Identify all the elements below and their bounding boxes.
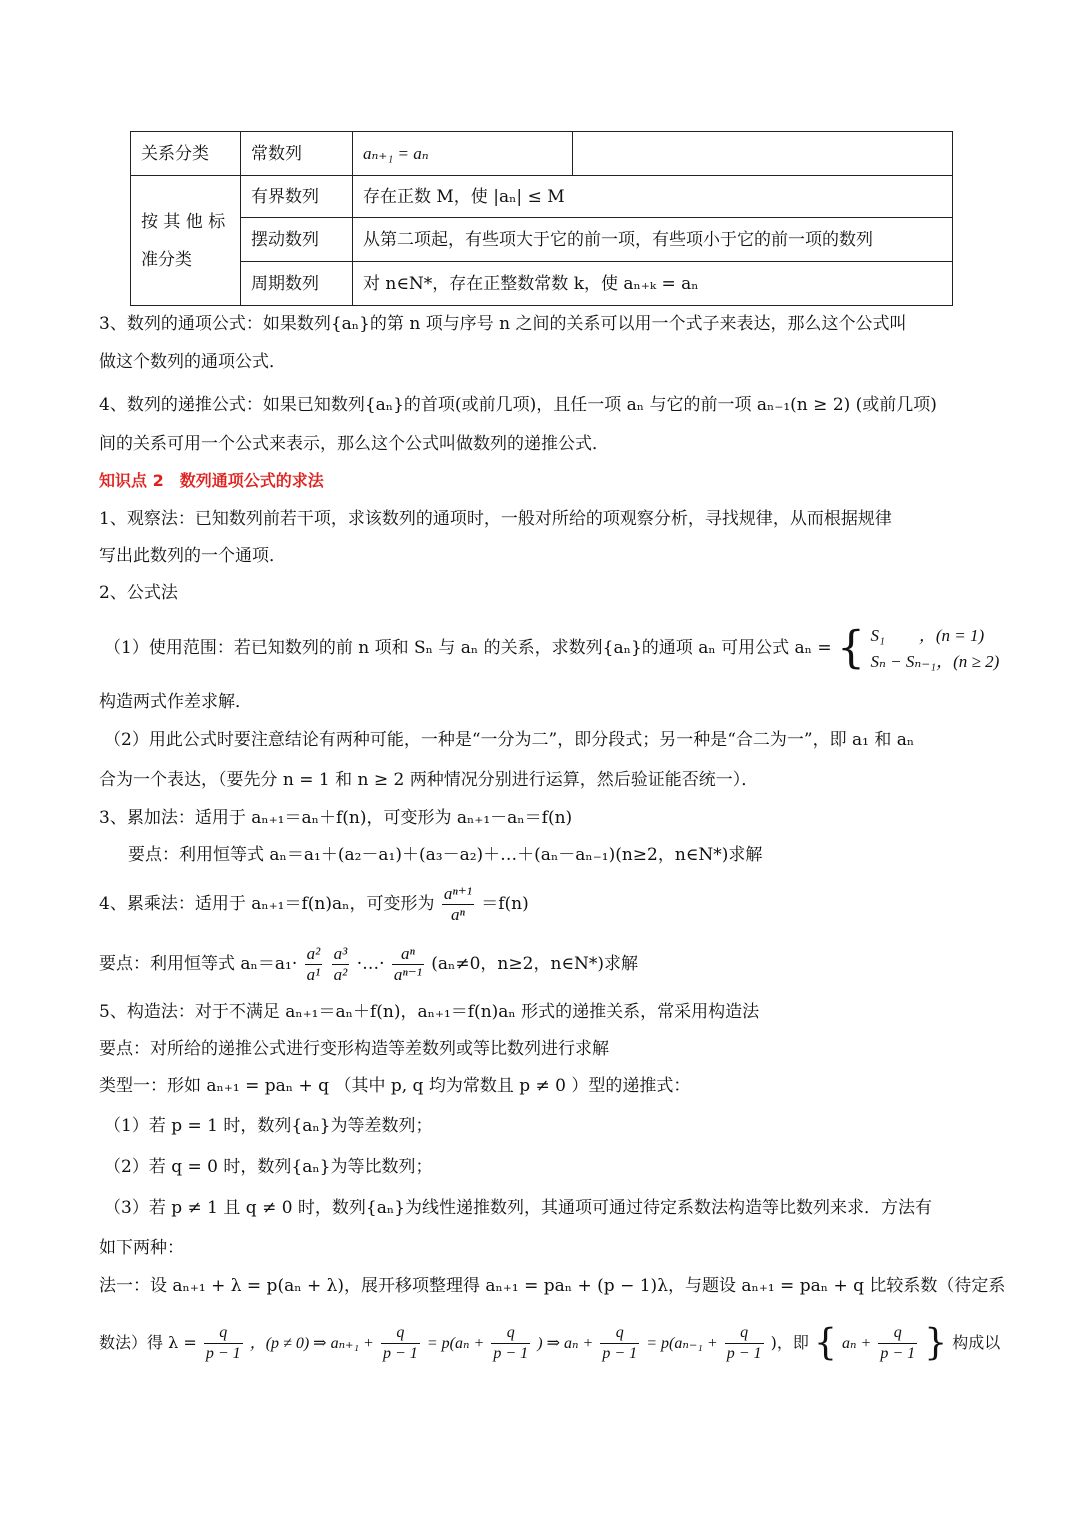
- text: 要点：利用恒等式 aₙ＝a₁·: [99, 954, 298, 974]
- paragraph: 3、数列的通项公式：如果数列{aₙ}的第 n 项与序号 n 之间的关系可以用一个式子来表达，那么这个公式叫: [99, 314, 907, 334]
- fraction: [878, 1323, 917, 1364]
- right-brace: }: [924, 1322, 948, 1364]
- text: 构成以: [952, 1333, 1001, 1352]
- paragraph: 做这个数列的通项公式．: [99, 352, 286, 372]
- fraction: [305, 944, 323, 985]
- table-cell: 存在正数 M，使 |aₙ| ≤ M: [353, 176, 953, 218]
- left-brace: {: [837, 622, 866, 674]
- denominator: a¹: [306, 965, 321, 984]
- table-row: [131, 262, 953, 306]
- table-cell: [573, 132, 953, 176]
- text: （1）使用范围：若已知数列的前 n 项和 Sₙ 与 aₙ 的关系，求数列{aₙ}的通项 aₙ 可用公式 aₙ =: [104, 638, 832, 658]
- text: 4、累乘法：适用于 aₙ₊₁＝f(n)aₙ，可变形为: [99, 894, 435, 914]
- paragraph: 2、公式法: [99, 583, 178, 603]
- text: ＝f(n): [481, 894, 529, 914]
- table-row: [131, 218, 953, 262]
- denominator: p − 1: [205, 1345, 241, 1362]
- table-cell: 有界数列: [241, 176, 353, 218]
- fraction: [332, 944, 350, 985]
- paragraph: （2）若 q = 0 时，数列{aₙ}为等比数列；: [104, 1157, 433, 1177]
- fraction: [725, 1323, 764, 1364]
- table-cell: 摆动数列: [241, 218, 353, 262]
- paragraph: 1、观察法：已知数列前若干项，求该数列的通项时，一般对所给的项观察分析，寻找规律，从而根据规律: [99, 509, 892, 529]
- table-cell: aₙ₊₁ = aₙ: [353, 132, 573, 176]
- denominator: aⁿ⁻¹: [393, 965, 422, 984]
- table-cell: 周期数列: [241, 262, 353, 306]
- numerator: a²: [306, 944, 321, 963]
- paragraph: （2）用此公式时要注意结论有两种可能，一种是“一分为二”，即分段式；另一种是“合二为一”，即 a₁ 和 aₙ: [104, 730, 915, 750]
- case: Sₙ − Sₙ₋₁，(n ≥ 2): [870, 651, 1000, 671]
- paragraph: 3、累加法：适用于 aₙ₊₁＝aₙ＋f(n)，可变形为 aₙ₊₁－aₙ＝f(n): [99, 808, 573, 828]
- numerator: a³: [333, 944, 348, 963]
- text: = p(aₙ₋₁ +: [646, 1335, 718, 1352]
- paragraph: （1）若 p = 1 时，数列{aₙ}为等差数列；: [104, 1116, 433, 1136]
- paragraph: 法一：设 aₙ₊₁ + λ = p(aₙ + λ)，展开移项整理得 aₙ₊₁ = paₙ + (p − 1)λ，与题设 aₙ₊₁ = paₙ + q 比较系数（待定系: [99, 1276, 1006, 1296]
- numerator: aⁿ: [392, 944, 424, 965]
- numerator: q: [725, 1323, 764, 1344]
- paragraph: 写出此数列的一个通项．: [99, 546, 286, 566]
- denominator: p − 1: [382, 1345, 418, 1362]
- numerator: q: [381, 1323, 420, 1344]
- table-row: [131, 132, 953, 176]
- paragraph: 5、构造法：对于不满足 aₙ₊₁＝aₙ＋f(n)，aₙ₊₁＝f(n)aₙ 形式的递推关系，常采用构造法: [99, 1002, 760, 1022]
- numerator: q: [491, 1323, 530, 1344]
- paragraph: 要点：对所给的递推公式进行变形构造等差数列或等比数列进行求解: [99, 1039, 609, 1059]
- paragraph: 如下两种：: [99, 1238, 184, 1258]
- denominator: p − 1: [726, 1345, 762, 1362]
- text: aₙ +: [841, 1335, 872, 1352]
- formula-line: [99, 880, 529, 928]
- table-cell: 从第二项起，有些项大于它的前一项，有些项小于它的前一项的数列: [353, 218, 953, 262]
- denominator: p − 1: [602, 1345, 638, 1362]
- sequence-classification-table: [130, 131, 953, 306]
- paragraph: 类型一：形如 aₙ₊₁ = paₙ + q （其中 p, q 均为常数且 p ≠ 0 ）型的递推式：: [99, 1076, 691, 1096]
- denominator: a²: [333, 965, 348, 984]
- paragraph: 4、数列的递推公式：如果已知数列{aₙ}的首项(或前几项)，且任一项 aₙ 与它的前一项 aₙ₋₁(n ≥ 2) (或前几项): [99, 395, 937, 415]
- fraction: [381, 1323, 420, 1364]
- text: ，(p ≠ 0) ⇒ aₙ₊₁ +: [249, 1335, 374, 1352]
- text: = p(aₙ +: [426, 1335, 485, 1352]
- paragraph: 构造两式作差求解．: [99, 692, 252, 712]
- text: (aₙ≠0，n≥2，n∈N*)求解: [431, 954, 638, 974]
- fraction: [392, 944, 424, 985]
- paragraph: 要点：利用恒等式 aₙ＝a₁＋(a₂－a₁)＋(a₃－a₂)＋…＋(aₙ－aₙ₋₁)(n≥2，n∈N*)求解: [128, 845, 763, 865]
- paragraph: （3）若 p ≠ 1 且 q ≠ 0 时，数列{aₙ}为线性递推数列，其通项可通过待定系数法构造等比数列来求．方法有: [104, 1198, 933, 1218]
- numerator: q: [600, 1323, 639, 1344]
- numerator: q: [204, 1323, 243, 1344]
- denominator: p − 1: [493, 1345, 529, 1362]
- text: )，即: [770, 1333, 809, 1352]
- left-brace: {: [813, 1322, 837, 1364]
- numerator: aⁿ⁺¹: [443, 884, 472, 903]
- fraction: [442, 884, 474, 925]
- section-heading: 知识点 2 数列通项公式的求法: [99, 471, 324, 490]
- numerator: q: [878, 1323, 917, 1344]
- table-cell: 常数列: [241, 132, 353, 176]
- table-row: [131, 176, 953, 218]
- fraction: [491, 1323, 530, 1364]
- table-cell: 关系分类: [131, 132, 241, 176]
- fraction: [204, 1323, 243, 1364]
- text: ·…·: [356, 954, 385, 974]
- formula-line: [104, 620, 999, 676]
- table-cell: 按 其 他 标 准分类: [131, 176, 241, 306]
- formula-line: [99, 1318, 1000, 1369]
- piecewise-cases: [870, 623, 999, 675]
- text: 数法）得 λ =: [99, 1333, 197, 1352]
- formula-line: [99, 940, 638, 988]
- denominator: p − 1: [880, 1345, 916, 1362]
- text: ) ⇒ aₙ +: [537, 1335, 594, 1352]
- denominator: aⁿ: [450, 905, 465, 924]
- paragraph: 合为一个表达，（要先分 n = 1 和 n ≥ 2 两种情况分别进行运算，然后验证能否统一）．: [99, 770, 759, 790]
- fraction: [600, 1323, 639, 1364]
- paragraph: 间的关系可用一个公式来表示，那么这个公式叫做数列的递推公式．: [99, 434, 609, 454]
- table-cell: 对 n∈N*，存在正整数常数 k，使 aₙ₊ₖ = aₙ: [353, 262, 953, 306]
- case: S₁ ，(n = 1): [870, 625, 985, 645]
